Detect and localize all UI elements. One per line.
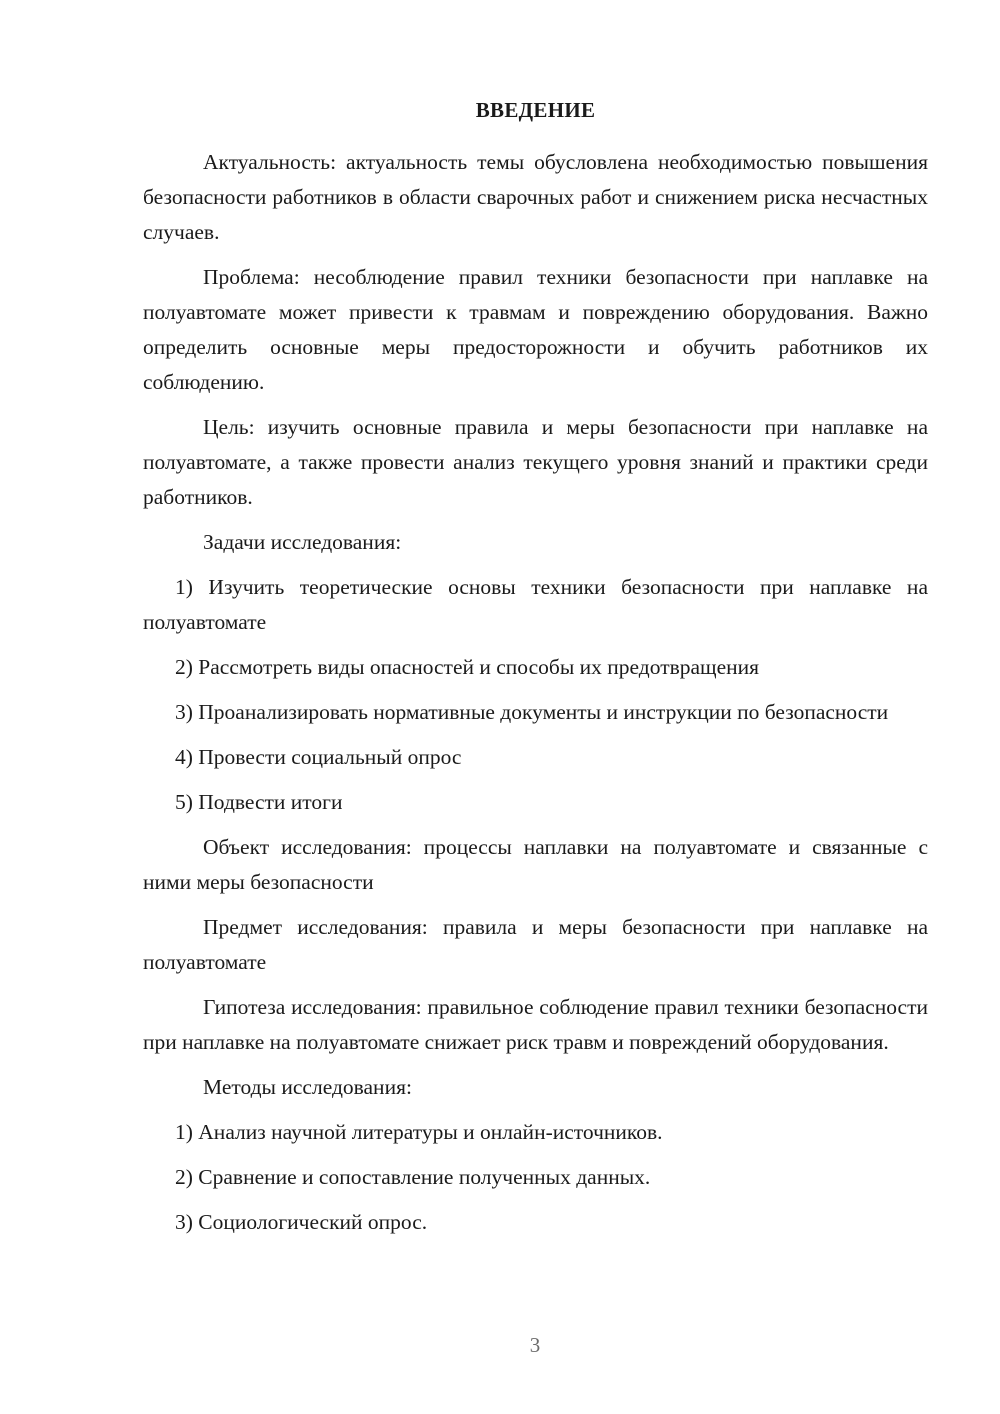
hypothesis-paragraph: Гипотеза исследования: правильное соблюдение правил техники безопасности при наплавке на полуавтомате снижает риск травм и повреждений оборудования.: [143, 995, 928, 1054]
tasks-heading: Задачи исследования:: [203, 530, 402, 554]
task-item-4: 4) Провести социальный опрос: [175, 745, 462, 769]
task-item-1: 1) Изучить теоретические основы техники безопасности при наплавке на полуавтомате: [143, 575, 928, 634]
page-title: ВВЕДЕНИЕ: [475, 98, 596, 122]
relevance-paragraph: Актуальность: актуальность темы обусловлена необходимостью повышения безопасности работников в области сварочных работ и снижением риска несчастных случаев.: [143, 150, 928, 244]
method-item-1: 1) Анализ научной литературы и онлайн-источников.: [175, 1120, 663, 1144]
method-item-3: 3) Социологический опрос.: [175, 1210, 428, 1234]
subject-paragraph: Предмет исследования: правила и меры безопасности при наплавке на полуавтомате: [143, 915, 928, 974]
task-item-2: 2) Рассмотреть виды опасностей и способы их предотвращения: [175, 655, 760, 679]
problem-paragraph: Проблема: несоблюдение правил техники безопасности при наплавке на полуавтомате может привести к травмам и повреждению оборудования. Важно определить основные меры предосторожности и обучить работников их соблюдению.: [143, 265, 928, 394]
task-item-3: 3) Проанализировать нормативные документы и инструкции по безопасности: [175, 700, 889, 724]
document-body: [143, 95, 928, 1250]
page-number: 3: [529, 1333, 541, 1357]
methods-heading: Методы исследования:: [203, 1075, 412, 1099]
goal-paragraph: Цель: изучить основные правила и меры безопасности при наплавке на полуавтомате, а также провести анализ текущего уровня знаний и практики среди работников.: [143, 415, 928, 509]
object-paragraph: Объект исследования: процессы наплавки на полуавтомате и связанные с ними меры безопасности: [143, 835, 928, 894]
task-item-5: 5) Подвести итоги: [175, 790, 343, 814]
method-item-2: 2) Сравнение и сопоставление полученных данных.: [175, 1165, 651, 1189]
